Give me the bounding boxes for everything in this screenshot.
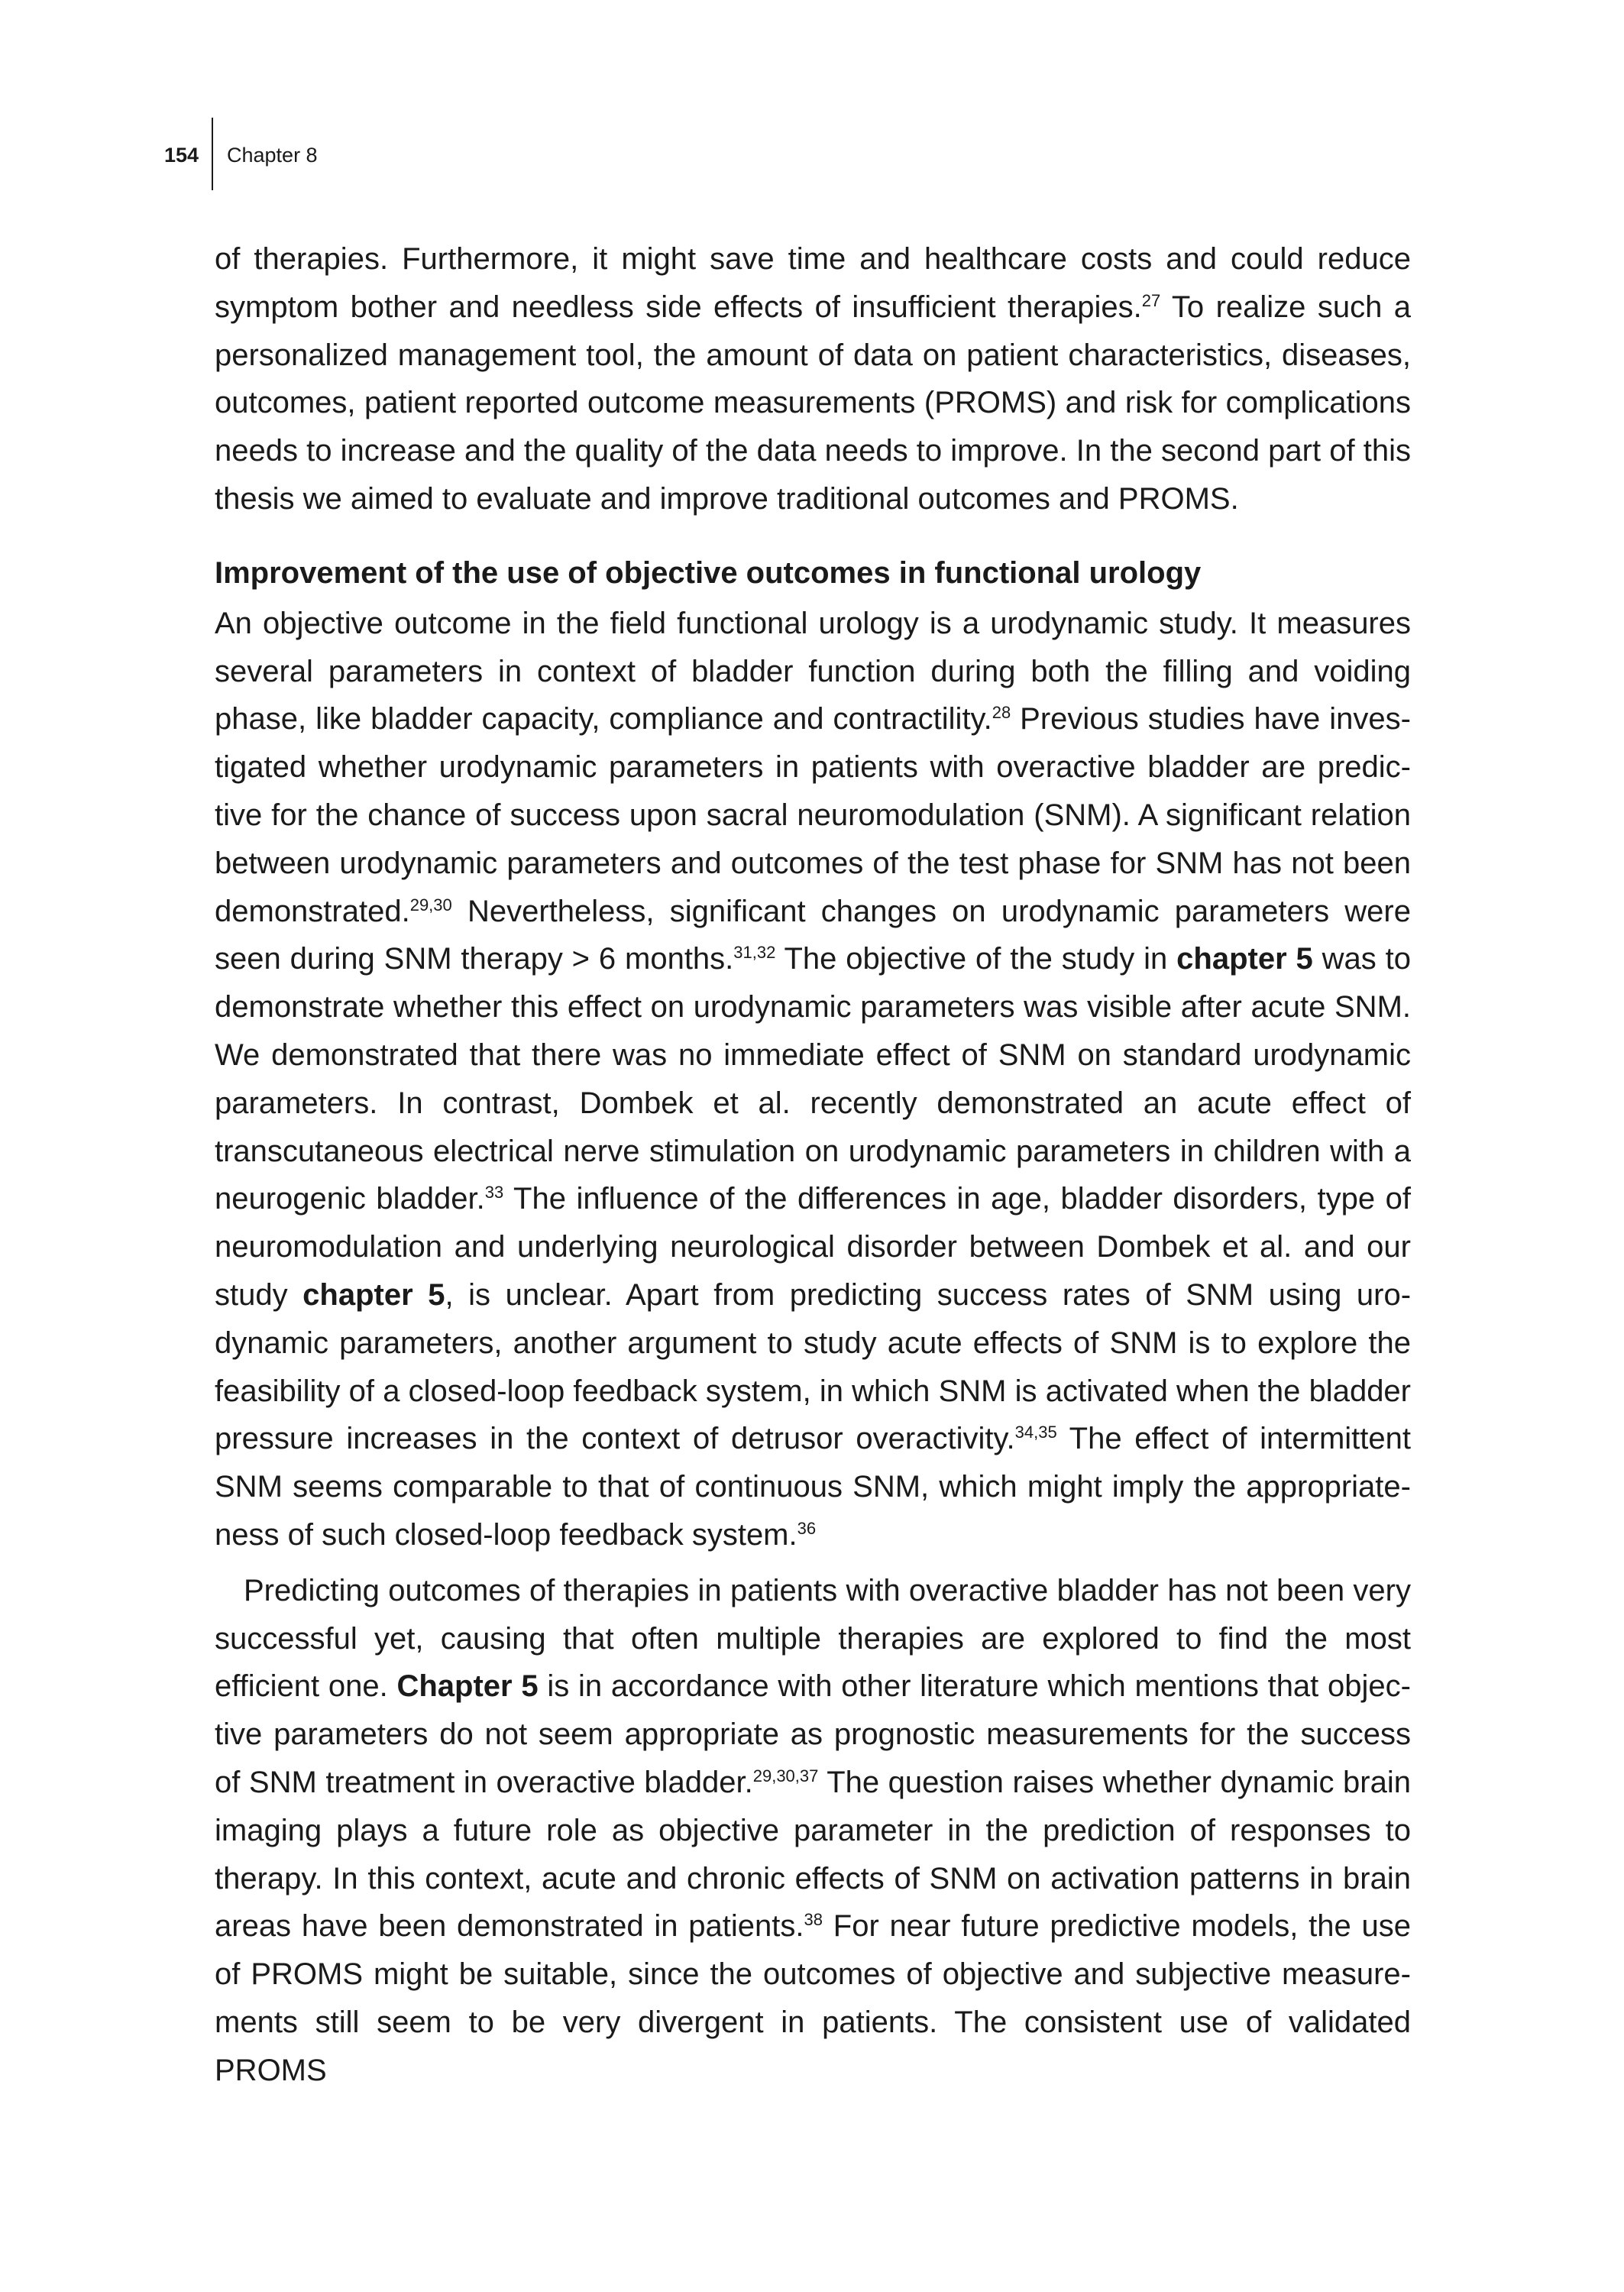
- text-run: was to demonstrate whether this effect on urodynamic parameters was visible after acute SNM. We demonstrated that there was no immediate effect of SNM on standard urodynamic parameters. In contrast, Dombek et al. recently demonstrated an acute effect of transcutaneous electrical nerve stimulation on urodynamic parameters in children with a neurogenic bladder.: [215, 942, 1411, 1216]
- paragraph-urodynamic: [215, 600, 1411, 1559]
- chapter-reference: chapter 5: [1176, 942, 1313, 976]
- section-heading: Improvement of the use of objective outcomes in functional urology: [215, 555, 1202, 590]
- citation: 28: [992, 703, 1011, 723]
- text-run: For near future predictive models, the use of PROMS might be suitable, since the outcomes of objective and subjective measurements still seem to be very divergent in patients. The consistent use of validated PROMS: [215, 1909, 1412, 2087]
- text-run: The influence of the differences in age, bladder disorders, type of neuromodulation and underlying neurological disorder between Dombek et al. and our study: [215, 1182, 1412, 1312]
- chapter-label: Chapter 8: [227, 144, 318, 167]
- text-run: of therapies. Furthermore, it might save time and healthcare costs and could reduce symptom bother and needless side effects of insufficient therapies.: [215, 242, 1411, 324]
- text-run: Predicting outcomes of therapies in patients with overactive bladder has not been very successful yet, causing that often multiple therapies are explored to find the most efficient one.: [215, 1573, 1411, 1704]
- text-run: An objective outcome in the field functional urology is a urodynamic study. It measures several parameters in context of bladder function during both the filling and voiding phase, like bladder capacity, compliance and contractility.: [215, 606, 1411, 736]
- citation: 31,32: [733, 943, 776, 963]
- citation: 27: [1141, 290, 1161, 310]
- text-run: To realize such a personalized management tool, the amount of data on patient characteristics, diseases, outcomes, patient reported outcome measurements (PROMS) and risk for complications needs to increase and the quality of the data needs to improve. In the second part of this thesis we aimed to evaluate and improve traditional outcomes and PROMS.: [215, 290, 1412, 516]
- paragraph-intro: [215, 235, 1411, 523]
- chapter-reference: chapter 5: [302, 1277, 445, 1312]
- running-head: [0, 0, 1624, 199]
- page-number: 154: [163, 144, 199, 167]
- citation: 29,30: [409, 895, 452, 915]
- body-text: [215, 235, 1411, 2094]
- citation: 36: [797, 1518, 817, 1538]
- text-run: , is unclear. Apart from predicting success rates of SNM using urodynamic parameters, another argument to study acute effects of SNM is to explore the feasibility of a closed-loop feedback system, in which SNM is activated when the bladder pressure increases in the context of detrusor overactivity.: [215, 1277, 1412, 1456]
- chapter-reference: Chapter 5: [396, 1669, 539, 1704]
- citation: 38: [804, 1910, 823, 1930]
- text-run: Previous studies have investigated whether urodynamic parameters in patients with overactive bladder are predictive for the chance of success upon sacral neuromodulation (SNM). A significant relation between urodynamic parameters and outcomes of the test phase for SNM has not been demonstrated.: [215, 702, 1411, 928]
- citation: 29,30,37: [752, 1766, 819, 1785]
- text-run: The effect of intermittent SNM seems comparable to that of continuous SNM, which might imply the appropriateness of such closed-loop feedback system.: [215, 1422, 1411, 1552]
- header-divider: [212, 118, 213, 190]
- text-run: The objective of the study in: [775, 942, 1177, 976]
- paragraph-prediction: [215, 1567, 1411, 2095]
- citation: 33: [484, 1183, 504, 1203]
- citation: 34,35: [1014, 1423, 1057, 1442]
- text-run: is in accordance with other literature which mentions that objective parameters do not seem appropriate as prognostic measurements for the success of SNM treatment in overactive bladder.: [215, 1669, 1411, 1799]
- text-run: The question raises whether dynamic brain imaging plays a future role as objective parameter in the prediction of responses to therapy. In this context, acute and chronic effects of SNM on activation patterns in brain areas have been demonstrated in patients.: [215, 1765, 1411, 1944]
- text-run: Nevertheless, significant changes on urodynamic parameters were seen during SNM therapy > 6 months.: [215, 894, 1411, 976]
